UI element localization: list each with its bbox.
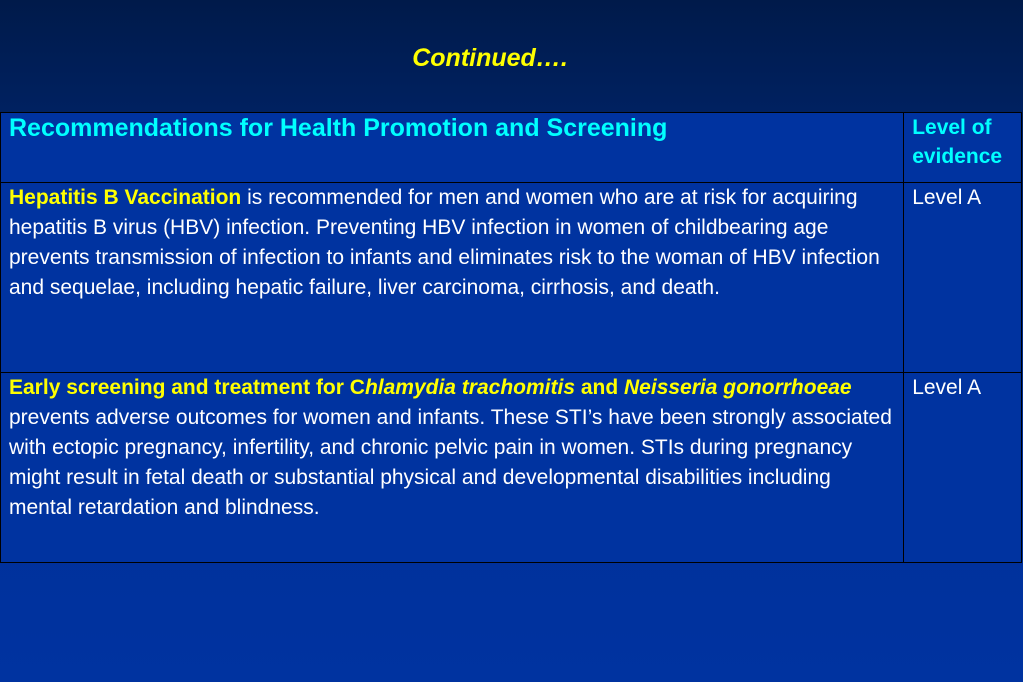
recommendations-table (0, 112, 1022, 563)
table-header-row (1, 113, 1022, 183)
table-row (1, 183, 1022, 373)
recommendation-cell-chlamydia-gonorrhoea (1, 373, 904, 563)
slide-title: Continued…. (412, 44, 568, 72)
evidence-level-cell: Level A (904, 183, 1022, 373)
organism-name-neisseria: Neisseria gonorrhoeae (624, 376, 852, 399)
column-header-recommendations: Recommendations for Health Promotion and Screening (1, 113, 904, 183)
heading-conjunction: and (575, 376, 625, 399)
column-header-level-of-evidence: Level of evidence (904, 113, 1022, 183)
recommendation-heading: Early screening and treatment for C (9, 376, 365, 399)
recommendation-text: is recommended for men and women who are at risk for acquiring hepatitis B virus (HBV) infection. Preventing HBV infection in women of childbearing age prevents transmission of infection to infants and eliminates risk to the woman of HBV infection and sequelae, including hepatic failure, liver carcinoma, cirrhosis, and death. (9, 186, 880, 299)
recommendation-cell-hepatitis-b (1, 183, 904, 373)
recommendation-heading: Hepatitis B Vaccination (9, 186, 242, 209)
table-row (1, 373, 1022, 563)
organism-name-chlamydia: hlamydia trachomitis (364, 376, 575, 399)
evidence-level-cell: Level A (904, 373, 1022, 563)
recommendation-text: prevents adverse outcomes for women and infants. These STI’s have been strongly associated with ectopic pregnancy, infertility, and chronic pelvic pain in women. STIs during pregnancy might result in fetal death or substantial physical and developmental disabilities including mental retardation and blindness. (9, 406, 892, 519)
